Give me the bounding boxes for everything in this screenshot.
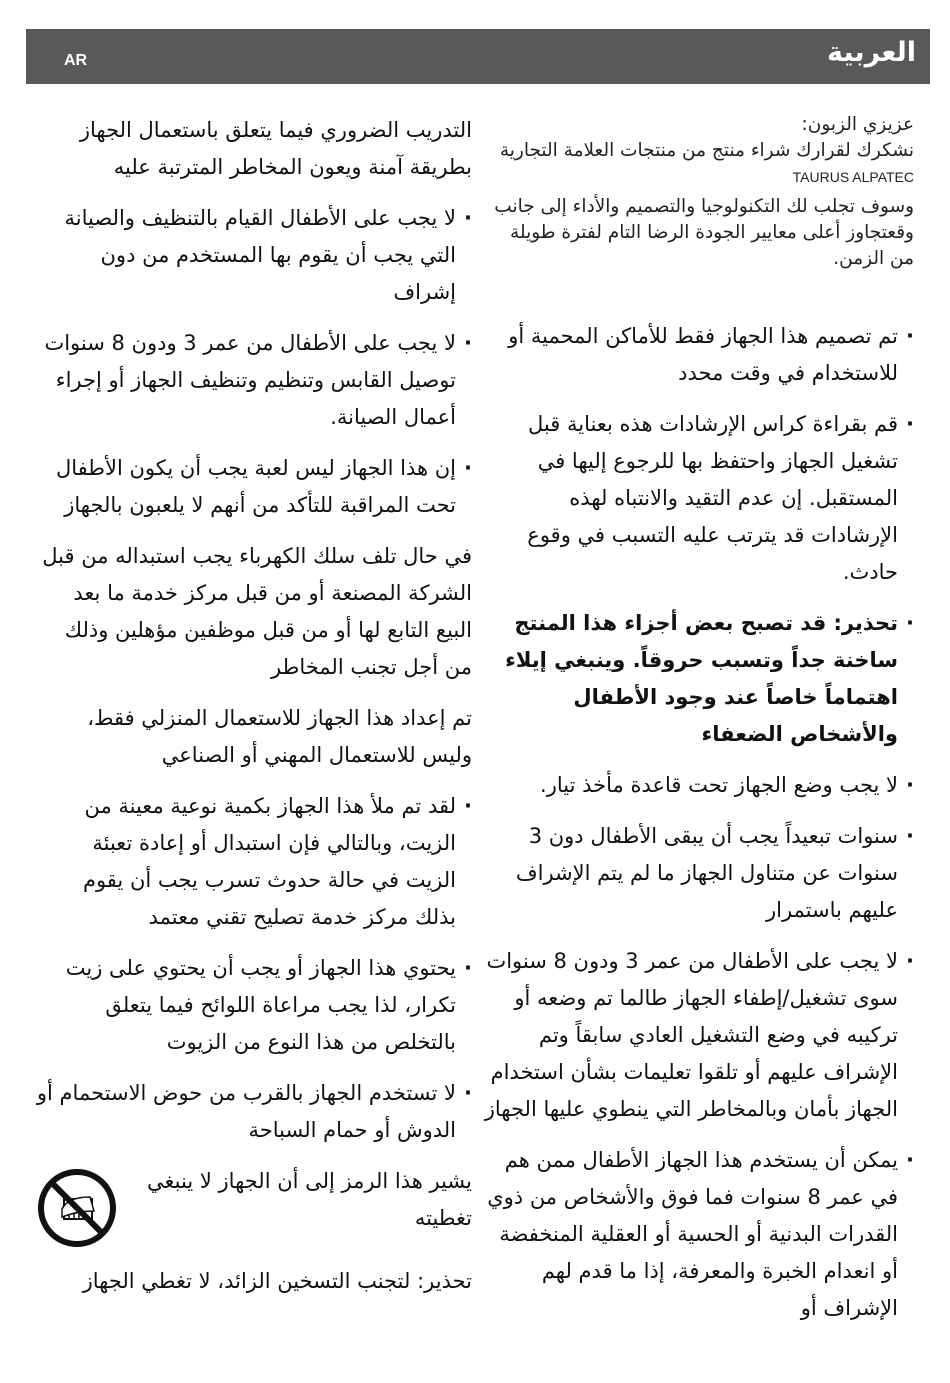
intro-text-1: نشكرك لقرارك شراء منتج من منتجات العلامة التجارية TAURUS ALPATEC <box>499 140 914 185</box>
language-code: AR <box>64 52 88 69</box>
oil-disposal-warning: · يحتوي هذا الجهاز أو يجب أن يحتوي على زيت تكرار، لذا يجب مراعاة اللوائح فيما يتعلق بالتخلص من هذا النوع من الزيوت <box>36 950 472 1061</box>
do-not-cover-icon <box>36 1167 118 1249</box>
children-3-to-8-warning: · لا يجب على الأطفال من عمر 3 ودون 8 سنوات سوى تشغيل/إطفاء الجهاز طالما تم وضعه أو تركيبه في وضع التشغيل العادي سابقاً وتم الإشراف عليهم أو تلقوا تعليمات بشأن استخدام الجهاز بأمان وبالمخاطر التي ينطوي عليها الجهاز <box>484 943 914 1128</box>
do-not-cover-block <box>36 1163 472 1249</box>
overheat-warning: تحذير: لتجنب التسخين الزائد، لا تغطي الجهاز <box>82 1269 472 1293</box>
not-a-toy-warning: · إن هذا الجهاز ليس لعبة يجب أن يكون الأطفال تحت المراقبة للتأكد من أنهم لا يلعبون بالجهاز <box>36 450 472 524</box>
greeting: عزيزي الزبون: <box>801 114 914 135</box>
intro-text-2: وسوف تجلب لك التكنولوجيا والتصميم والأداء إلى جانب وقعتجاوز أعلى معايير الجودة الرضا التام لفترة طويلة من الزمن. <box>494 196 914 269</box>
oil-fill-warning: · لقد تم ملأ هذا الجهاز بكمية نوعية معينة من الزيت، وبالتالي فإن استبدال أو إعادة تعبئة الزيت في حالة حدوث تسرب يجب أن يقوم بذلك مركز خدمة تصليح تقني معتمد <box>36 788 472 936</box>
bathroom-warning: · لا تستخدم الجهاز بالقرب من حوض الاستحمام أو الدوش أو حمام السباحة <box>36 1075 472 1149</box>
socket-warning: · لا يجب وضع الجهاز تحت قاعدة مأخذ تيار. <box>484 767 914 804</box>
cord-damage-paragraph: في حال تلف سلك الكهرباء يجب استبداله من قبل الشركة المصنعة أو من قبل مركز خدمة ما بعد البيع التابع لها أو من قبل موظفين مؤهلين وذلك من أجل تجنب المخاطر <box>42 544 472 679</box>
do-not-cover-note: يشير هذا الرمز إلى أن الجهاز لا ينبغي تغطيته <box>147 1169 472 1230</box>
instructions-paragraph: · قم بقراءة كراس الإرشادات هذه بعناية قبل تشغيل الجهاز واحتفظ بها للرجوع إليها في المستقبل. إن عدم التقيد والانتباه لهذه الإرشادات قد يترتب عليه التسبب في وقوع حادث. <box>484 406 914 591</box>
children-under-3-warning: · سنوات تبعيداً يجب أن يبقى الأطفال دون 3 سنوات عن متناول الجهاز ما لم يتم الإشراف عليهم باستمرار <box>484 818 914 929</box>
hot-surface-warning: · تحذير: قد تصبح بعض أجزاء هذا المنتج ساخنة جداً وتسبب حروقاً. وينبغي إيلاء اهتماماً خاصاً عند وجود الأطفال والأشخاص الضعفاء <box>484 605 914 753</box>
left-column <box>36 112 472 1314</box>
usage-paragraph: · تم تصميم هذا الجهاز فقط للأماكن المحمية أو للاستخدام في وقت محدد <box>484 318 914 392</box>
children-over-8-note: · يمكن أن يستخدم هذا الجهاز الأطفال ممن هم في عمر 8 سنوات فما فوق والأشخاص من ذوي القدرات البدنية أو الحسية أو العقلية المنخفضة أو انعدام الخبرة والمعرفة، إذا ما قدم لهم الإشراف أو <box>484 1142 914 1327</box>
page-header <box>26 29 930 84</box>
right-column <box>484 112 914 1341</box>
cleaning-warning: · لا يجب على الأطفال القيام بالتنظيف والصيانة التي يجب أن يقوم بها المستخدم من دون إشراف <box>36 200 472 311</box>
section-title: العربية <box>827 37 916 68</box>
plug-warning: · لا يجب على الأطفال من عمر 3 ودون 8 سنوات توصيل القابس وتنظيم وتنظيف الجهاز أو إجراء أعمال الصيانة. <box>36 325 472 436</box>
household-use-paragraph: تم إعداد هذا الجهاز للاستعمال المنزلي فقط، وليس للاستعمال المهني أو الصناعي <box>87 706 472 767</box>
brand-name: TAURUS ALPATEC <box>792 169 914 185</box>
training-paragraph: التدريب الضروري فيما يتعلق باستعمال الجهاز بطريقة آمنة ويعون المخاطر المترتبة عليه <box>79 118 472 179</box>
intro-block <box>484 112 914 272</box>
